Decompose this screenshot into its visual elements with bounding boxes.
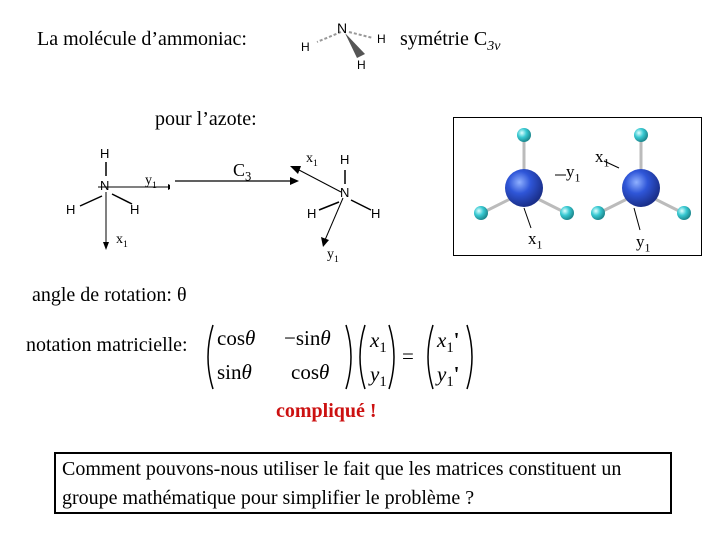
hydrogen-ball (591, 206, 605, 220)
y1-label-ball-right: $y_1$ (636, 232, 651, 255)
result-y: $y_1'$ (437, 362, 460, 391)
vector-x: $x_1$ (370, 328, 387, 357)
matrix-r2c2: cosθ (291, 360, 330, 384)
equals-sign: = (402, 344, 414, 368)
matrix-r2c1: sinθ (217, 360, 252, 384)
hydrogen-atom-label: H (307, 206, 317, 221)
hydrogen-atom-label: H (301, 40, 310, 54)
hydrogen-atom-label: H (340, 152, 350, 167)
azote-label: pour l’azote: (155, 108, 257, 130)
matrix-r1c1: cosθ (217, 326, 256, 350)
angle-label: angle de rotation: θ (32, 284, 187, 306)
vector-y: $y_1$ (370, 362, 387, 391)
hydrogen-atom-label: H (66, 202, 76, 217)
nitrogen-ball (505, 169, 543, 207)
x1-label-ball-left: $x_1$ (528, 229, 543, 252)
hydrogen-ball (634, 128, 648, 142)
nitrogen-ball (622, 169, 660, 207)
ammonia-left-bonds (60, 140, 170, 260)
symmetry-label: symétrie $C_{3v}$ (400, 28, 501, 54)
matrix-r1c2: −sinθ (284, 326, 331, 350)
question-box (54, 452, 672, 514)
ammonia-structure-top (295, 20, 395, 75)
x1-label-ball-right: $x_1$ (595, 147, 610, 170)
x1-rotated-axis (299, 170, 341, 192)
hydrogen-ball (517, 128, 531, 142)
c3-label: $C_3$ (233, 160, 252, 184)
y1-label-left: $y_1$ (145, 173, 157, 191)
question-text: Comment pouvons-nous utiliser le fait que les matrices constituent un groupe mathématique pour simplifier le problème ? (62, 458, 622, 509)
x1-label-rotated: $x_1$ (306, 151, 318, 169)
hydrogen-atom-label: H (100, 146, 110, 161)
hydrogen-atom-label: H (357, 58, 366, 72)
x1-label-left: $x_1$ (116, 232, 128, 250)
hydrogen-atom-label: H (130, 202, 140, 217)
hydrogen-atom-label: H (371, 206, 381, 221)
y1-label-rotated: $y_1$ (327, 247, 339, 265)
ammonia-rotated (285, 148, 395, 258)
hydrogen-ball (560, 206, 574, 220)
result-x: $x_1'$ (437, 328, 460, 357)
hydrogen-atom-label: H (377, 32, 386, 46)
molecule-title: La molécule d’ammoniac: (37, 28, 247, 50)
complique-label: compliqué ! (276, 400, 377, 422)
ammonia-left (60, 140, 170, 260)
ball-model-panel (453, 117, 702, 256)
y1-label-ball-left: $y_1$ (566, 162, 581, 185)
c3-arrow (170, 150, 300, 190)
matrix-equation (203, 322, 478, 392)
notation-label: notation matricielle: (26, 334, 188, 356)
ball-model-svg (454, 118, 701, 255)
nitrogen-atom-label: N (337, 20, 348, 36)
nitrogen-atom-label: N (100, 178, 110, 193)
hydrogen-ball (474, 206, 488, 220)
nitrogen-atom-label: N (340, 185, 350, 200)
hydrogen-ball (677, 206, 691, 220)
